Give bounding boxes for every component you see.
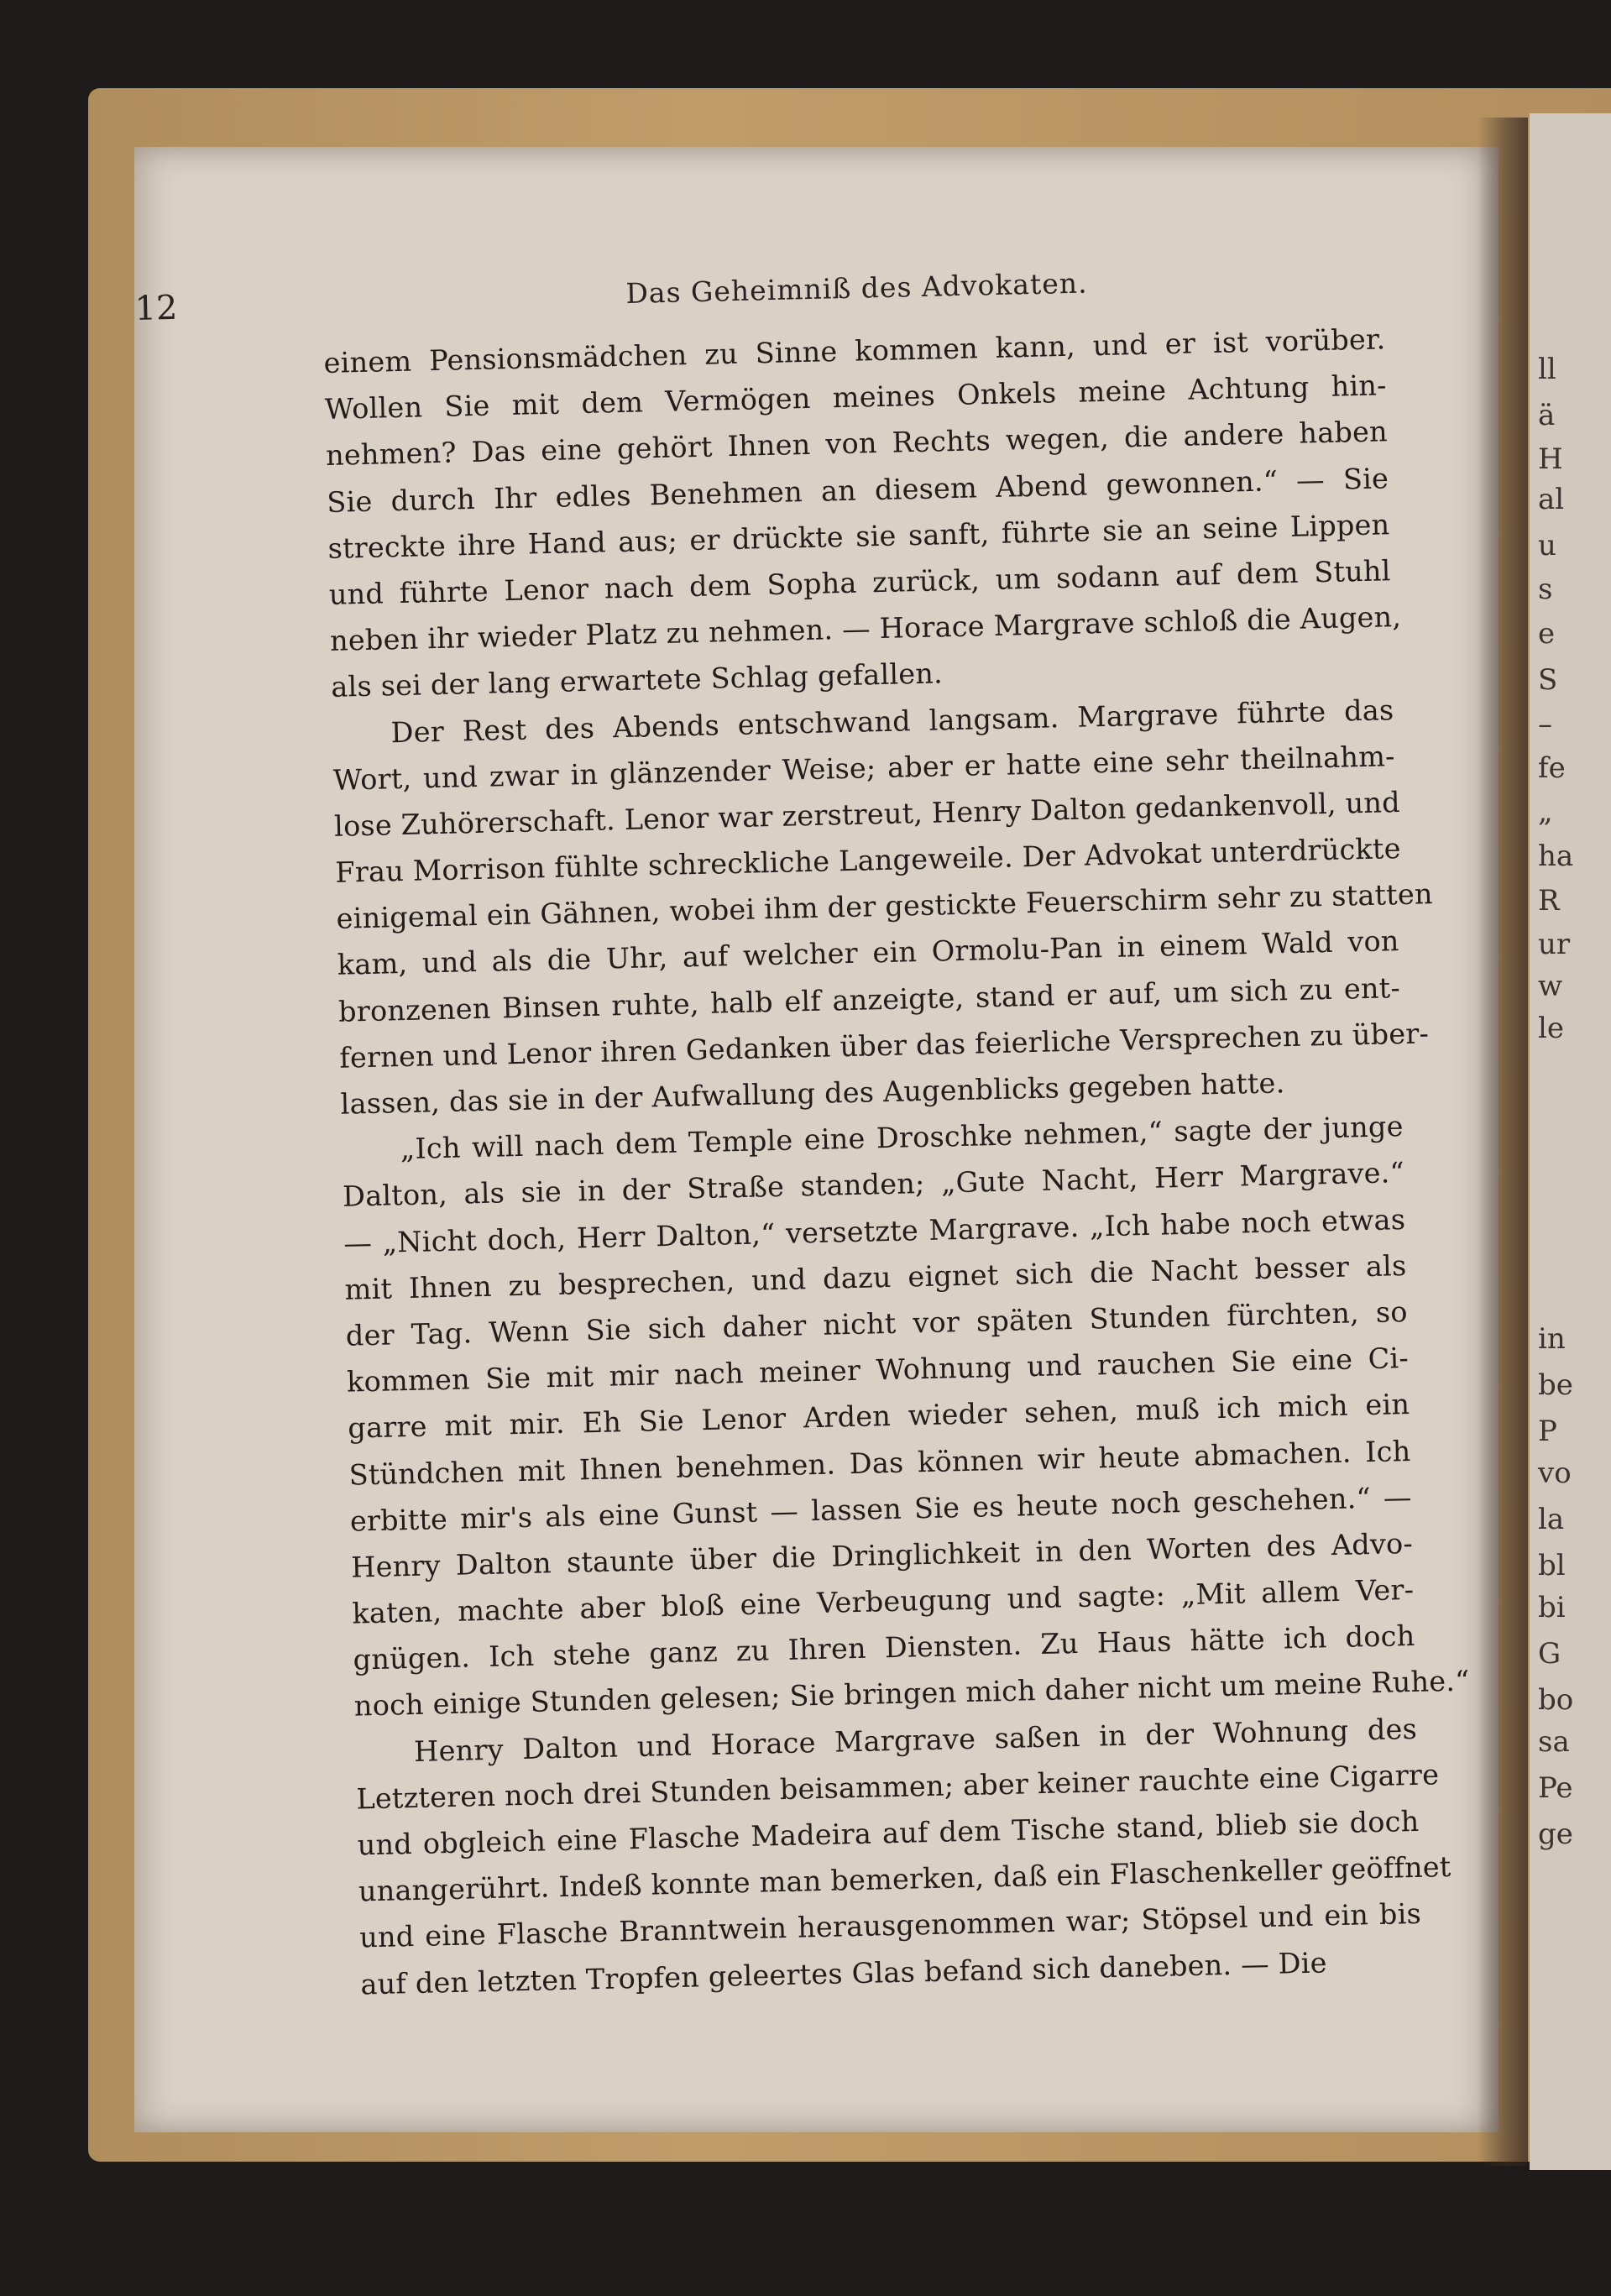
- facing-page-fragment: P: [1538, 1415, 1557, 1448]
- text-line: Henry Dalton staunte über die Dringlichkeit in den Worten des Advo-: [350, 1526, 1414, 1584]
- text-line: der Tag. Wenn Sie sich daher nicht vor späten Stunden fürchten, so: [345, 1294, 1409, 1352]
- text-line: Wort, und zwar in glänzender Weise; aber er hatte eine sehr theilnahm-: [332, 739, 1396, 797]
- facing-page-fragment: –: [1538, 708, 1552, 741]
- facing-page-fragment: ge: [1538, 1817, 1573, 1851]
- text-line: als sei der lang erwartete Schlag gefallen.: [330, 656, 944, 704]
- text-line: Letzteren noch drei Stunden beisammen; aber keiner rauchte eine Cigarre: [355, 1758, 1440, 1816]
- facing-page-fragment: in: [1538, 1322, 1566, 1356]
- facing-page-fragment: ä: [1538, 399, 1556, 432]
- text-line: „Ich will nach dem Temple eine Droschke nehmen,“ sagte der junge: [400, 1110, 1404, 1166]
- facing-page-fragment: e: [1538, 617, 1556, 651]
- text-line: mit Ihnen zu besprechen, und dazu eignet sich die Nacht besser als: [344, 1248, 1407, 1306]
- spine-shadow: [1478, 118, 1528, 2166]
- text-line: garre mit mir. Eh Sie Lenor Arden wieder sehen, muß ich mich ein: [347, 1388, 1410, 1445]
- facing-page-fragment: H: [1538, 442, 1563, 476]
- facing-page-fragment: fe: [1538, 751, 1566, 785]
- facing-page-fragment: „: [1538, 795, 1553, 829]
- facing-page-fragment: R: [1538, 884, 1560, 918]
- text-line: lassen, das sie in der Aufwallung des Augenblicks gegeben hatte.: [340, 1066, 1285, 1121]
- facing-page-fragment: Pe: [1538, 1771, 1573, 1805]
- text-line: und obgleich eine Flasche Madeira auf dem Tische stand, blieb sie doch: [357, 1804, 1420, 1862]
- page-number: 12: [134, 288, 178, 328]
- text-line: einigemal ein Gähnen, wobei ihm der gestickte Feuerschirm sehr zu statten: [336, 877, 1434, 936]
- facing-page-fragment: ur: [1538, 928, 1571, 961]
- facing-page-fragment: la: [1538, 1503, 1565, 1536]
- facing-page-fragment: ha: [1538, 839, 1574, 873]
- text-line: gnügen. Ich stehe ganz zu Ihren Diensten. Zu Haus hätte ich doch: [353, 1619, 1415, 1676]
- facing-page-fragment: ll: [1538, 353, 1556, 386]
- running-title: Das Geheimniß des Advokaten.: [625, 266, 1088, 310]
- facing-page-fragment: al: [1538, 483, 1565, 516]
- text-line: katen, machte aber bloß eine Verbeugung und sagte: „Mit allem Ver-: [351, 1572, 1415, 1630]
- text-line: Sie durch Ihr edles Benehmen an diesem Abend gewonnen.“ — Sie: [326, 461, 1389, 519]
- text-line: auf den letzten Tropfen geleertes Glas befand sich daneben. — Die: [360, 1945, 1328, 2001]
- facing-page-fragment: vo: [1538, 1457, 1572, 1490]
- text-line: streckte ihre Hand aus; er drückte sie sanft, führte sie an seine Lippen: [327, 507, 1390, 565]
- text-line: und eine Flasche Branntwein herausgenommen war; Stöpsel und ein bis: [358, 1897, 1422, 1954]
- body-text: [323, 316, 1470, 2007]
- facing-page-fragment: bl: [1538, 1549, 1566, 1582]
- text-line: unangerührt. Indeß konnte man bemerken, daß ein Flaschenkeller geöffnet: [358, 1850, 1451, 1908]
- facing-page-fragment: w: [1538, 970, 1563, 1003]
- text-line: Wollen Sie mit dem Vermögen meines Onkels meine Achtung hin-: [324, 369, 1387, 426]
- text-line: neben ihr wieder Platz zu nehmen. — Horace Margrave schloß die Augen,: [329, 600, 1402, 658]
- facing-page-fragment: bo: [1538, 1683, 1574, 1717]
- text-line: erbitte mir's als eine Gunst — lassen Sie es heute noch geschehen.“ —: [349, 1480, 1413, 1538]
- text-line: Frau Morrison fühlte schreckliche Langeweile. Der Advokat unterdrückte: [334, 832, 1402, 889]
- facing-page-fragment: bi: [1538, 1591, 1566, 1624]
- text-line: Henry Dalton und Horace Margrave saßen in der Wohnung des: [413, 1712, 1418, 1768]
- facing-page-fragment: s: [1538, 573, 1553, 606]
- text-line: kam, und als die Uhr, auf welcher ein Ormolu-Pan in einem Wald von: [337, 924, 1400, 982]
- facing-page-fragment: S: [1538, 663, 1558, 697]
- text-line: bronzenen Binsen ruhte, halb elf anzeigte, stand er auf, um sich zu ent-: [337, 970, 1401, 1028]
- facing-page-fragment: u: [1538, 529, 1556, 562]
- text-line: noch einige Stunden gelesen; Sie bringen mich daher nicht um meine Ruhe.“: [353, 1664, 1470, 1723]
- text-line: fernen und Lenor ihren Gedanken über das feierliche Versprechen zu über-: [338, 1017, 1430, 1075]
- text-line: Dalton, als sie in der Straße standen; „Gute Nacht, Herr Margrave.“: [342, 1156, 1405, 1214]
- text-line: und führte Lenor nach dem Sopha zurück, um sodann auf dem Stuhl: [328, 554, 1392, 611]
- text-line: lose Zuhörerschaft. Lenor war zerstreut, Henry Dalton gedankenvoll, und: [333, 785, 1401, 843]
- text-line: — „Nicht doch, Herr Dalton,“ versetzte Margrave. „Ich habe noch etwas: [343, 1202, 1406, 1260]
- facing-page-fragment: le: [1538, 1012, 1564, 1045]
- text-line: nehmen? Das eine gehört Ihnen von Rechts wegen, die andere haben: [325, 415, 1389, 473]
- text-line: Stündchen mit Ihnen benehmen. Das können wir heute abmachen. Ich: [348, 1434, 1411, 1492]
- facing-page-edge: [1530, 113, 1611, 2170]
- text-line: kommen Sie mit mir nach meiner Wohnung und rauchen Sie eine Ci-: [346, 1342, 1410, 1399]
- facing-page-fragment: be: [1538, 1368, 1573, 1402]
- facing-page-fragment: G: [1538, 1637, 1561, 1671]
- facing-page-fragment: sa: [1538, 1725, 1570, 1759]
- text-line: Der Rest des Abends entschwand langsam. Margrave führte das: [390, 693, 1394, 749]
- text-line: einem Pensionsmädchen zu Sinne kommen kann, und er ist vorüber.: [323, 322, 1386, 379]
